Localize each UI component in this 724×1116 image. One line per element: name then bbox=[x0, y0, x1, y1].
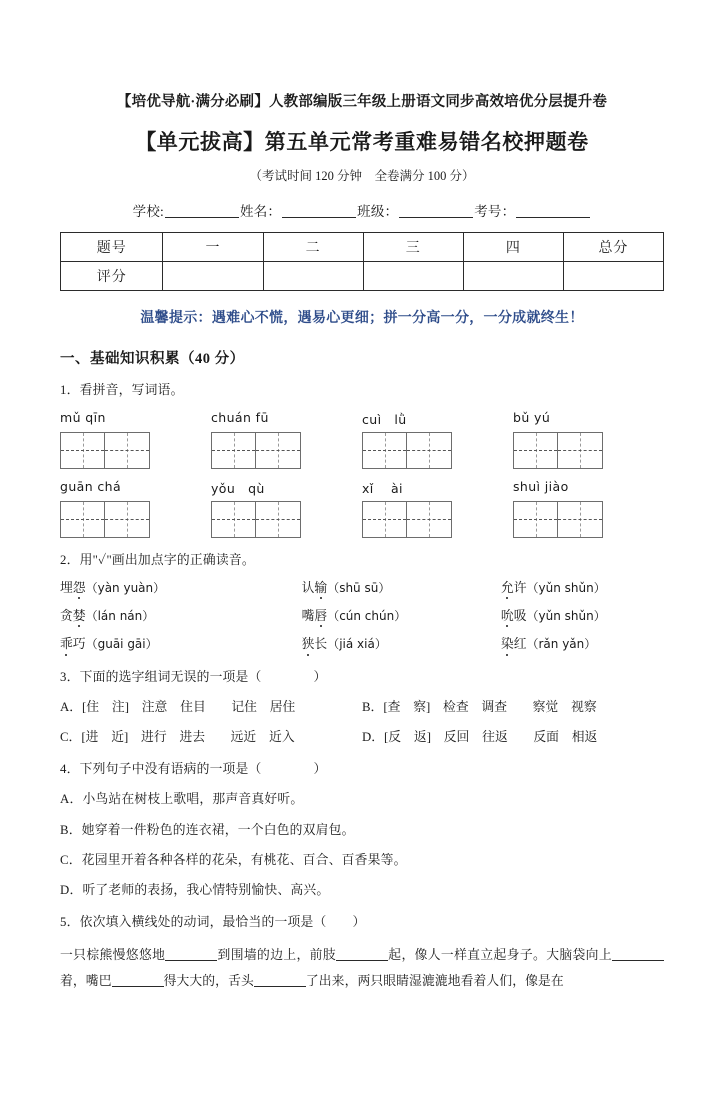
class-label: 班级： bbox=[357, 203, 399, 219]
q2-choice[interactable] bbox=[302, 579, 501, 598]
q5-text-2: 起，像人一样直立起身子。大脑袋向上 bbox=[388, 948, 613, 963]
pinyin-row-1 bbox=[60, 410, 664, 469]
grid-cell[interactable] bbox=[558, 501, 603, 538]
table-row-score bbox=[61, 261, 664, 290]
q2-word-post: 吸 bbox=[513, 609, 527, 624]
q2-pinyin[interactable]: （yàn yuàn） bbox=[85, 581, 166, 596]
question-1-prompt: 1．看拼音，写词语。 bbox=[60, 382, 184, 397]
writing-grid[interactable] bbox=[211, 501, 301, 538]
q3-option-a[interactable] bbox=[60, 698, 362, 717]
pinyin-text: xǐ ài bbox=[362, 480, 403, 496]
q2-word-pre: 埋 bbox=[60, 581, 73, 596]
section-title-1: 一、基础知识积累（40 分） bbox=[60, 350, 245, 367]
pinyin-text: mǔ qīn bbox=[60, 409, 106, 425]
q5-text-1: 到围墙的边上，前肢 bbox=[217, 948, 337, 963]
q3-option-b[interactable] bbox=[362, 698, 664, 717]
pinyin-item bbox=[60, 410, 211, 469]
grid-cell[interactable] bbox=[513, 501, 558, 538]
q2-pinyin[interactable]: （yǔn shǔn） bbox=[526, 609, 606, 624]
q2-word-post: 许 bbox=[513, 581, 527, 596]
q5-text-0: 一只棕熊慢悠悠地 bbox=[60, 948, 166, 963]
q2-choice[interactable] bbox=[60, 635, 302, 654]
school-input[interactable] bbox=[165, 217, 239, 218]
grid-cell[interactable] bbox=[513, 432, 558, 469]
q3-option-c[interactable] bbox=[60, 728, 362, 747]
q2-word-dotted: 狭 bbox=[302, 635, 315, 654]
q2-word-pre: 嘴 bbox=[301, 609, 315, 624]
q2-choice[interactable] bbox=[501, 579, 664, 598]
exam-info: （考试时间 120 分钟 全卷满分 100 分） bbox=[249, 169, 475, 184]
question-3-prompt: 3．下面的选字组词无误的一项是（ ） bbox=[60, 669, 327, 684]
school-label: 学校: bbox=[132, 203, 165, 219]
q2-choice[interactable] bbox=[60, 579, 302, 598]
pinyin-item bbox=[513, 479, 664, 538]
pinyin-text: bǔ yú bbox=[513, 409, 551, 425]
writing-grid[interactable] bbox=[211, 432, 301, 469]
q3-option-b-text: [查 察] 检查 调查 察觉 视察 bbox=[383, 699, 597, 714]
class-input[interactable] bbox=[399, 217, 473, 218]
grid-cell[interactable] bbox=[211, 501, 256, 538]
q2-word-dotted: 怨 bbox=[73, 579, 86, 598]
exam-no-label: 考号： bbox=[474, 203, 516, 219]
grid-cell[interactable] bbox=[60, 501, 105, 538]
q2-choice[interactable] bbox=[302, 607, 501, 626]
writing-grid[interactable] bbox=[513, 501, 603, 538]
q2-word-dotted: 婪 bbox=[73, 607, 86, 626]
score-row-label: 评分 bbox=[61, 261, 163, 290]
q5-text-5: 了出来，两只眼睛湿漉漉地看着人们，像是在 bbox=[305, 973, 564, 988]
q5-blank-4[interactable] bbox=[112, 986, 164, 987]
grid-cell[interactable] bbox=[407, 432, 452, 469]
q4-option-a[interactable]: A．小鸟站在树枝上歌唱，那声音真好听。 bbox=[60, 792, 304, 807]
q2-pinyin[interactable]: （shū sū） bbox=[327, 581, 391, 596]
table-row-header bbox=[61, 232, 664, 261]
pinyin-item bbox=[211, 410, 362, 469]
q5-text-4: 得大大的，舌头 bbox=[163, 973, 254, 988]
q5-paragraph bbox=[60, 943, 664, 994]
q2-word-dotted: 染 bbox=[501, 635, 514, 654]
score-header-2: 二 bbox=[263, 232, 363, 261]
pinyin-text: shuì jiào bbox=[513, 478, 569, 494]
writing-grid[interactable] bbox=[362, 501, 452, 538]
grid-cell[interactable] bbox=[256, 432, 301, 469]
q3-option-c-text: [进 近] 进行 进去 远近 近入 bbox=[81, 729, 295, 744]
pinyin-item bbox=[60, 479, 211, 538]
writing-grid[interactable] bbox=[60, 501, 150, 538]
q2-row-2 bbox=[60, 607, 664, 626]
pinyin-text: yǒu qù bbox=[211, 480, 265, 496]
grid-cell[interactable] bbox=[362, 432, 407, 469]
q2-row-1 bbox=[60, 579, 664, 598]
pinyin-item bbox=[211, 479, 362, 538]
name-label: 姓名： bbox=[240, 203, 282, 219]
question-5-prompt: 5．依次填入横线处的动词，最恰当的一项是（ ） bbox=[60, 915, 366, 930]
q4-option-c[interactable]: C．花园里开着各种各样的花朵，有桃花、百合、百香果等。 bbox=[60, 852, 407, 867]
pinyin-text: guān chá bbox=[60, 478, 122, 494]
pinyin-text: chuán fū bbox=[211, 409, 269, 425]
exam-page bbox=[0, 92, 724, 1116]
score-header-1: 一 bbox=[163, 232, 263, 261]
score-cell-4[interactable] bbox=[463, 261, 563, 290]
q5-blank-3[interactable] bbox=[612, 960, 664, 961]
question-4-prompt: 4．下列句子中没有语病的一项是（ ） bbox=[60, 762, 327, 777]
score-header-0: 题号 bbox=[61, 232, 163, 261]
exam-no-input[interactable] bbox=[516, 217, 590, 218]
grid-cell[interactable] bbox=[60, 432, 105, 469]
writing-grid[interactable] bbox=[362, 432, 452, 469]
q2-pinyin[interactable]: （lán nán） bbox=[85, 609, 155, 624]
q2-word-post: 长 bbox=[314, 637, 328, 652]
q3-option-d-text: [反 返] 反回 往返 反面 相返 bbox=[384, 729, 598, 744]
q5-blank-2[interactable] bbox=[336, 960, 388, 961]
q2-word-pre: 贪 bbox=[60, 609, 73, 624]
score-header-5: 总分 bbox=[563, 232, 663, 261]
score-cell-3[interactable] bbox=[363, 261, 463, 290]
grid-cell[interactable] bbox=[407, 501, 452, 538]
q2-pinyin[interactable]: （rǎn yǎn） bbox=[526, 637, 597, 652]
score-header-4: 四 bbox=[463, 232, 563, 261]
q2-word-pre: 认 bbox=[301, 581, 315, 596]
score-header-3: 三 bbox=[363, 232, 463, 261]
q2-word-post: 红 bbox=[513, 637, 527, 652]
question-2-prompt: 2．用"✓"画出加点字的正确读音。 bbox=[60, 552, 255, 567]
q2-choice[interactable] bbox=[302, 635, 501, 654]
grid-cell[interactable] bbox=[211, 432, 256, 469]
grid-cell[interactable] bbox=[256, 501, 301, 538]
q2-pinyin[interactable]: （yǔn shǔn） bbox=[526, 581, 606, 596]
q2-word-dotted: 吮 bbox=[501, 607, 514, 626]
warm-tip: 温馨提示：遇难心不慌，遇易心更细；拼一分高一分，一分成就终生！ bbox=[140, 310, 584, 326]
q2-choice[interactable] bbox=[60, 607, 302, 626]
grid-cell[interactable] bbox=[105, 501, 150, 538]
q4-option-d[interactable]: D．听了老师的表扬，我心情特别愉快、高兴。 bbox=[60, 882, 330, 897]
page-title: 【单元拔高】第五单元常考重难易错名校押题卷 bbox=[135, 129, 589, 154]
q3-option-b-label: B． bbox=[362, 699, 384, 714]
q2-choice[interactable] bbox=[501, 607, 664, 626]
pinyin-item bbox=[362, 410, 513, 469]
score-cell-total[interactable] bbox=[563, 261, 663, 290]
q3-option-a-label: A． bbox=[60, 699, 83, 714]
grid-cell[interactable] bbox=[362, 501, 407, 538]
pinyin-text: cuì lǜ bbox=[362, 411, 407, 427]
q3-options-row-2 bbox=[60, 728, 664, 747]
q3-option-d[interactable] bbox=[362, 728, 664, 747]
q2-word-dotted: 输 bbox=[314, 579, 327, 598]
q2-word-dotted: 允 bbox=[501, 579, 514, 598]
identity-line bbox=[60, 200, 664, 220]
writing-grid[interactable] bbox=[60, 432, 150, 469]
writing-grid[interactable] bbox=[513, 432, 603, 469]
q2-pinyin[interactable]: （jiá xiá） bbox=[327, 637, 387, 652]
score-cell-1[interactable] bbox=[163, 261, 263, 290]
grid-cell[interactable] bbox=[558, 432, 603, 469]
q2-word-post: 巧 bbox=[72, 637, 86, 652]
q3-options-row-1 bbox=[60, 698, 664, 717]
q2-word-dotted: 乖 bbox=[60, 635, 73, 654]
q5-blank-5[interactable] bbox=[254, 986, 306, 987]
pinyin-item bbox=[362, 479, 513, 538]
q2-row-3 bbox=[60, 635, 664, 654]
q5-text-3: 着，嘴巴 bbox=[60, 973, 112, 988]
q2-word-dotted: 唇 bbox=[314, 607, 327, 626]
q2-choice[interactable] bbox=[501, 635, 664, 654]
q3-option-a-text: [住 注] 注意 住目 记住 居住 bbox=[82, 699, 296, 714]
grid-cell[interactable] bbox=[105, 432, 150, 469]
q3-option-c-label: C． bbox=[60, 729, 82, 744]
score-cell-2[interactable] bbox=[263, 261, 363, 290]
name-input[interactable] bbox=[282, 217, 356, 218]
score-table bbox=[60, 232, 664, 291]
banner-title: 【培优导航·满分必刷】人教部编版三年级上册语文同步高效培优分层提升卷 bbox=[116, 94, 608, 110]
q2-pinyin[interactable]: （cún chún） bbox=[327, 609, 407, 624]
q5-blank-1[interactable] bbox=[165, 960, 217, 961]
q4-option-b[interactable]: B．她穿着一件粉色的连衣裙，一个白色的双肩包。 bbox=[60, 822, 355, 837]
q3-option-d-label: D． bbox=[362, 729, 385, 744]
q2-pinyin[interactable]: （guāi gāi） bbox=[85, 637, 158, 652]
pinyin-item bbox=[513, 410, 664, 469]
pinyin-row-2 bbox=[60, 479, 664, 538]
